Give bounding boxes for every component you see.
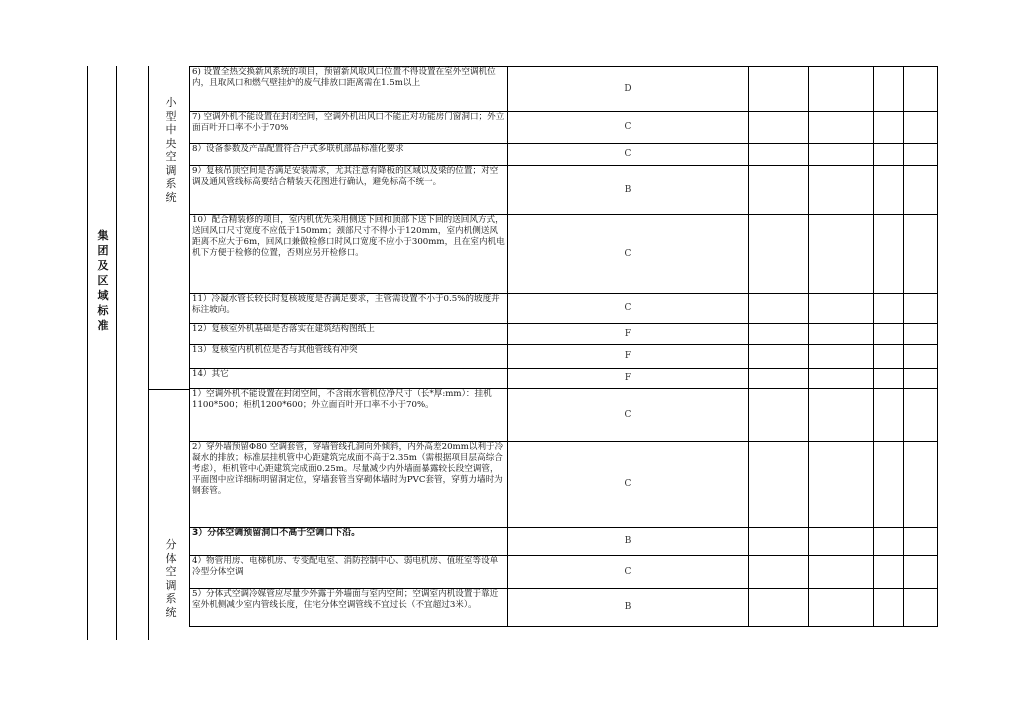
table-row: [190, 215, 938, 294]
requirement-text: 10）配合精装修的项目，室内机优先采用侧送下回和顶部下送下回的送回风方式，送回风口尺寸宽度不应低于150mm；颈部尺寸不得小于120mm，室内机侧送风距离不应大于6m，回风口兼做检修口时风口宽度不应小于300mm，且在室内机电机下方便于检修的位置，否则应另开检修口。: [192, 215, 505, 258]
grade-cell[interactable]: C: [508, 112, 749, 144]
empty-cell-2[interactable]: [809, 67, 874, 112]
requirement-cell[interactable]: [190, 67, 508, 112]
requirement-cell[interactable]: [190, 345, 508, 369]
empty-cell-2[interactable]: [809, 369, 874, 389]
group-divider: [148, 389, 189, 390]
requirement-cell[interactable]: [190, 166, 508, 215]
requirement-cell[interactable]: [190, 556, 508, 589]
requirement-cell[interactable]: [190, 589, 508, 627]
group-label-split-ac: 分 体 空 调 系 统: [165, 538, 177, 619]
empty-cell-4[interactable]: [904, 67, 938, 112]
empty-cell-2[interactable]: [809, 215, 874, 294]
grade-cell[interactable]: C: [508, 556, 749, 589]
table-row: [190, 67, 938, 112]
requirement-text: 6) 设置全热交换新风系统的项目，预留新风取风口位置不得设置在室外空调机位内，且取风口和燃气壁挂炉的废气排放口距离需在1.5m以上: [192, 67, 496, 88]
empty-cell-2[interactable]: [809, 345, 874, 369]
empty-cell-3[interactable]: [874, 215, 904, 294]
grade-cell[interactable]: B: [508, 589, 749, 627]
empty-cell-1[interactable]: [749, 528, 809, 556]
empty-cell-1[interactable]: [749, 556, 809, 589]
empty-cell-2[interactable]: [809, 528, 874, 556]
requirement-cell[interactable]: [190, 294, 508, 324]
table-row: [190, 528, 938, 556]
table-row: [190, 369, 938, 389]
empty-cell-3[interactable]: [874, 67, 904, 112]
empty-cell-2[interactable]: [809, 112, 874, 144]
empty-cell-1[interactable]: [749, 369, 809, 389]
table-row: [190, 442, 938, 528]
empty-cell-2[interactable]: [809, 442, 874, 528]
outer-left-border: [87, 66, 88, 640]
grade-cell[interactable]: D: [508, 67, 749, 112]
requirement-cell[interactable]: [190, 324, 508, 345]
empty-cell-4[interactable]: [904, 166, 938, 215]
empty-cell-1[interactable]: [749, 112, 809, 144]
requirement-cell[interactable]: [190, 369, 508, 389]
empty-cell-3[interactable]: [874, 442, 904, 528]
empty-cell-1[interactable]: [749, 345, 809, 369]
empty-cell-4[interactable]: [904, 345, 938, 369]
table-row: [190, 294, 938, 324]
requirement-text: 11）冷凝水管长较长时复核坡度是否满足要求，主管需设置不小于0.5%的坡度并标注坡向。: [192, 294, 500, 315]
group-label-central-ac: 小 型 中 央 空 调 系 统: [165, 96, 177, 204]
empty-cell-4[interactable]: [904, 144, 938, 166]
requirement-text: 4）物管用房、电梯机房、专变配电室、消防控制中心、弱电机房、值班室等设单冷型分体空调: [192, 556, 499, 577]
requirement-text: 12）复核室外机基础是否落实在建筑结构图纸上: [192, 324, 375, 334]
requirement-cell[interactable]: [190, 112, 508, 144]
empty-cell-4[interactable]: [904, 556, 938, 589]
grade-cell[interactable]: C: [508, 144, 749, 166]
requirement-cell[interactable]: [190, 144, 508, 166]
table-row: [190, 166, 938, 215]
empty-cell-2[interactable]: [809, 144, 874, 166]
requirement-cell[interactable]: [190, 215, 508, 294]
grade-cell[interactable]: B: [508, 166, 749, 215]
empty-cell-3[interactable]: [874, 556, 904, 589]
empty-cell-4[interactable]: [904, 215, 938, 294]
requirement-cell[interactable]: [190, 389, 508, 442]
empty-cell-4[interactable]: [904, 589, 938, 627]
requirement-text: 7) 空调外机不能设置在封闭空间，空调外机出风口不能正对功能房门窗洞口；外立面百叶开口率不小于70%: [192, 112, 505, 133]
checklist-table: [189, 66, 938, 627]
table-row: [190, 324, 938, 345]
category-label: 集 团 及 区 域 标 准: [97, 229, 109, 332]
empty-cell-4[interactable]: [904, 369, 938, 389]
empty-cell-1[interactable]: [749, 67, 809, 112]
grade-cell[interactable]: C: [508, 294, 749, 324]
grade-cell[interactable]: C: [508, 442, 749, 528]
empty-cell-1[interactable]: [749, 324, 809, 345]
empty-cell-2[interactable]: [809, 294, 874, 324]
empty-cell-3[interactable]: [874, 369, 904, 389]
requirement-cell[interactable]: [190, 528, 508, 556]
empty-cell-3[interactable]: [874, 345, 904, 369]
requirement-text: 8）设备参数及产品配置符合户式多联机部品标准化要求: [192, 144, 404, 154]
table-row: [190, 589, 938, 627]
empty-cell-1[interactable]: [749, 442, 809, 528]
empty-cell-4[interactable]: [904, 389, 938, 442]
empty-cell-1[interactable]: [749, 144, 809, 166]
table-row: [190, 556, 938, 589]
empty-cell-1[interactable]: [749, 215, 809, 294]
empty-cell-2[interactable]: [809, 324, 874, 345]
empty-cell-1[interactable]: [749, 166, 809, 215]
requirement-text: 13）复核室内机机位是否与其他管线有冲突: [192, 345, 358, 355]
empty-cell-2[interactable]: [809, 556, 874, 589]
requirement-text: 1）空调外机不能设置在封闭空间，不含雨水管机位净尺寸（长*厚:mm）：挂机1100*500；柜机1200*600；外立面百叶开口率不小于70%。: [192, 389, 492, 410]
empty-cell-2[interactable]: [809, 389, 874, 442]
empty-cell-4[interactable]: [904, 294, 938, 324]
requirement-text: 3）分体空调预留洞口不高于空调口下沿。: [192, 528, 361, 538]
empty-cell-2[interactable]: [809, 589, 874, 627]
grade-cell[interactable]: F: [508, 345, 749, 369]
empty-cell-3[interactable]: [874, 528, 904, 556]
requirement-text: 5）分体式空调冷媒管应尽量少外露于外墙面与室内空间；空调室内机设置于靠近室外机侧减少室内管线长度，住宅分体空调管线不宜过长（不宜超过3米）。: [192, 589, 499, 610]
table-row: [190, 144, 938, 166]
grade-cell[interactable]: C: [508, 215, 749, 294]
requirement-text: 2）穿外墙预留Φ80 空调套管，穿墙管线孔洞向外倾斜，内外高差20mm以利于冷凝水的排放；标准层挂机管中心距建筑完成面不高于2.35m（需根据项目层高综合考虑），柜机管中心距建筑完成面0.25m。尽量减少内外墙面暴露较长段空调管，平面图中应详细标明留洞定位，穿墙套管当穿砌体墙时为PVC套管，穿剪力墙时为钢套管。: [192, 442, 504, 496]
empty-cell-3[interactable]: [874, 144, 904, 166]
empty-cell-3[interactable]: [874, 112, 904, 144]
empty-cell-2[interactable]: [809, 166, 874, 215]
subcategory-right-border: [148, 66, 149, 640]
empty-cell-1[interactable]: [749, 294, 809, 324]
table-row: [190, 345, 938, 369]
empty-cell-1[interactable]: [749, 589, 809, 627]
requirement-text: 14）其它: [192, 369, 229, 379]
grade-cell[interactable]: F: [508, 369, 749, 389]
table-row: [190, 389, 938, 442]
requirement-cell[interactable]: [190, 442, 508, 528]
empty-cell-4[interactable]: [904, 324, 938, 345]
grade-cell[interactable]: C: [508, 389, 749, 442]
empty-cell-4[interactable]: [904, 112, 938, 144]
empty-cell-3[interactable]: [874, 294, 904, 324]
category-right-border: [116, 66, 117, 640]
empty-cell-1[interactable]: [749, 389, 809, 442]
grade-cell[interactable]: B: [508, 528, 749, 556]
grade-cell[interactable]: F: [508, 324, 749, 345]
requirement-text: 9）复核吊顶空间是否满足安装需求，尤其注意有降板的区域以及梁的位置；对空调及通风管线标高要结合精装天花图进行确认，避免标高不统一。: [192, 166, 499, 187]
empty-cell-3[interactable]: [874, 324, 904, 345]
empty-cell-3[interactable]: [874, 166, 904, 215]
empty-cell-4[interactable]: [904, 442, 938, 528]
empty-cell-3[interactable]: [874, 389, 904, 442]
empty-cell-4[interactable]: [904, 528, 938, 556]
table-row: [190, 112, 938, 144]
empty-cell-3[interactable]: [874, 589, 904, 627]
